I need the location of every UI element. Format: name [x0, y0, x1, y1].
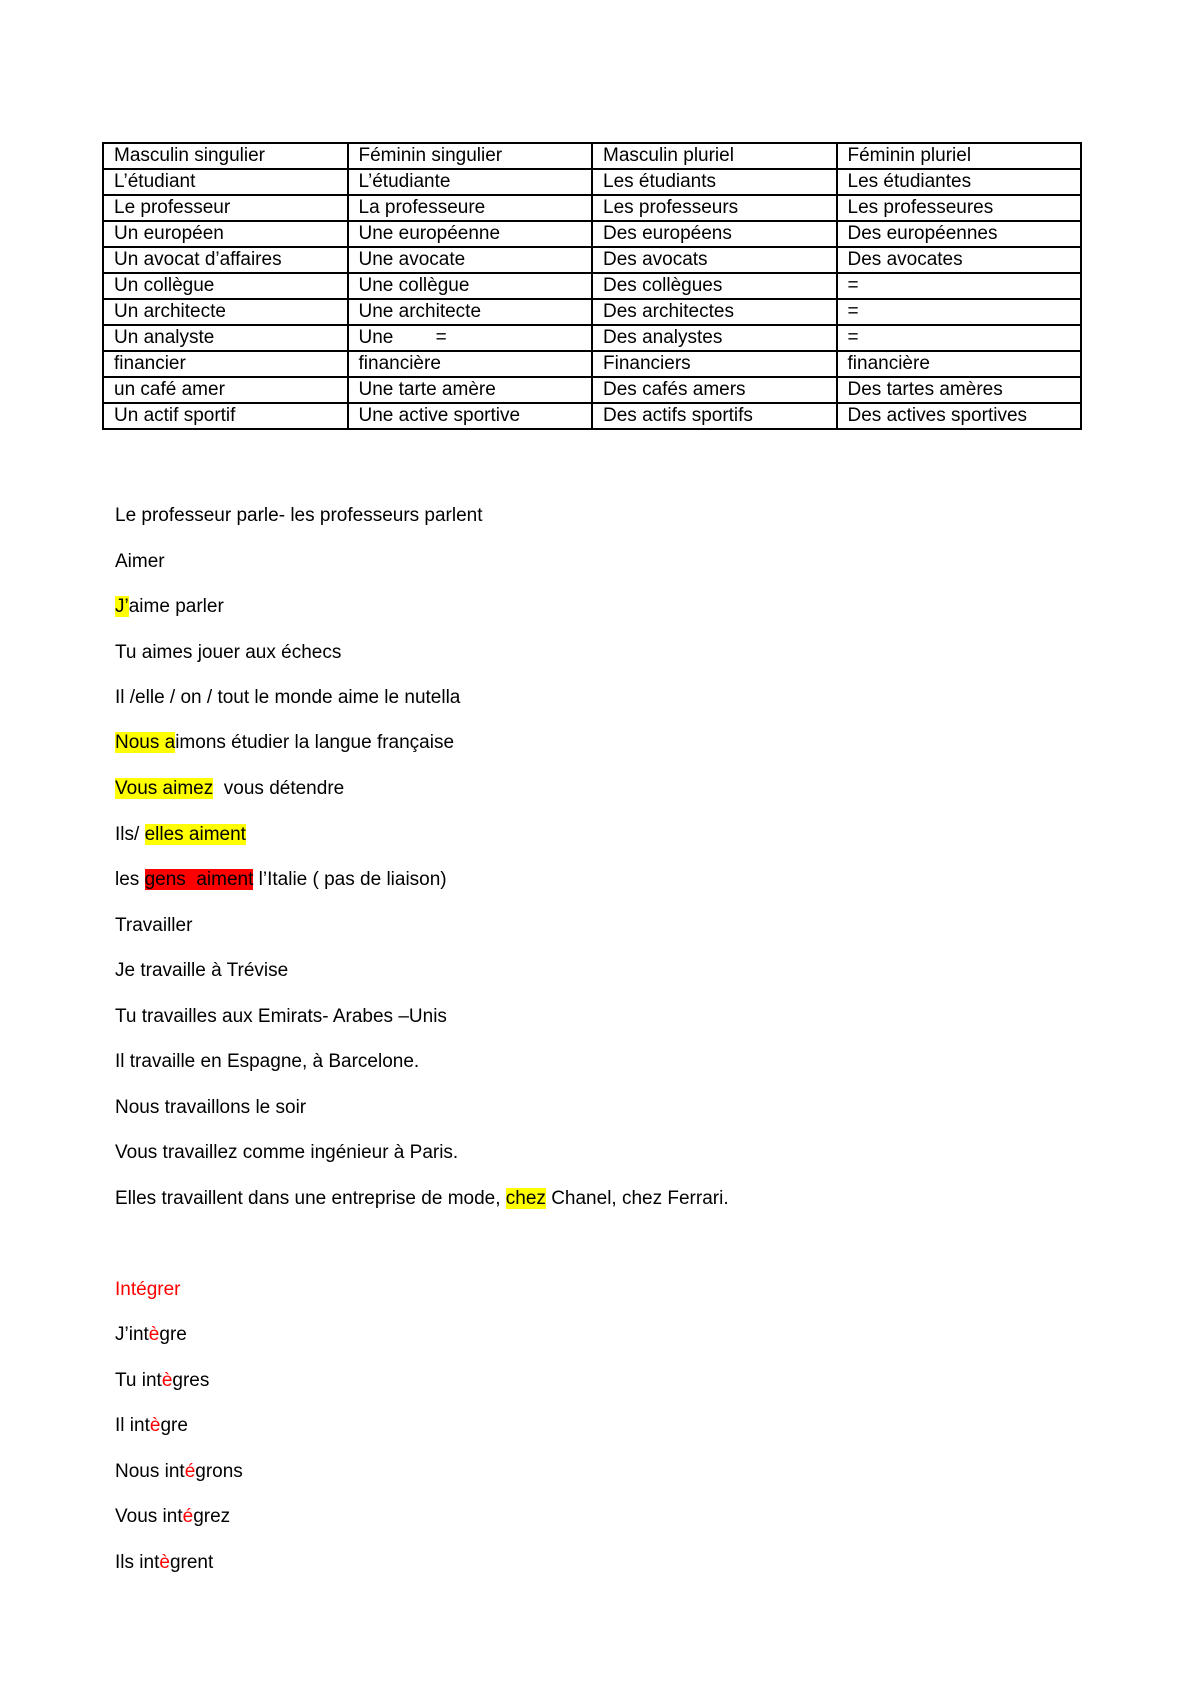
paragraph — [115, 685, 460, 711]
table-header-cell: Masculin pluriel — [592, 143, 837, 169]
table-cell: Un européen — [103, 221, 348, 247]
paragraph-text: Chanel, chez Ferrari. — [545, 1188, 729, 1209]
table-cell: Les étudiantes — [837, 169, 1082, 195]
paragraph-text: gre — [159, 1324, 187, 1345]
table-cell: financier — [103, 351, 348, 377]
paragraph-text: J’int — [115, 1324, 149, 1345]
paragraph-text: Tu int — [115, 1370, 162, 1391]
red-text: è — [149, 1415, 161, 1436]
table-row — [103, 247, 1081, 273]
table-row — [103, 169, 1081, 195]
paragraph-text: Je travaille à Trévise — [115, 960, 289, 981]
table-row — [103, 351, 1081, 377]
table-cell: Les étudiants — [592, 169, 837, 195]
table-row — [103, 377, 1081, 403]
paragraph-text: aime parler — [128, 596, 224, 617]
paragraph — [115, 1140, 458, 1166]
paragraph — [115, 1186, 729, 1212]
paragraph — [115, 1004, 447, 1030]
table-cell: Des collègues — [592, 273, 837, 299]
paragraph — [115, 913, 192, 939]
paragraph — [115, 1550, 213, 1576]
table-cell: un café amer — [103, 377, 348, 403]
table-cell: financière — [837, 351, 1082, 377]
table-row — [103, 195, 1081, 221]
highlighted-text: Vous aimez — [115, 778, 214, 799]
table-cell: = — [837, 273, 1082, 299]
paragraph-text: Il int — [115, 1415, 150, 1436]
table-header-cell: Féminin singulier — [348, 143, 593, 169]
table-cell: Une européenne — [348, 221, 593, 247]
red-highlighted-text: gens aiment — [144, 869, 254, 890]
paragraph — [115, 1459, 243, 1485]
table-header-cell: Féminin pluriel — [837, 143, 1082, 169]
paragraph — [115, 1322, 187, 1348]
table-cell: L’étudiante — [348, 169, 593, 195]
paragraph — [115, 1049, 419, 1075]
paragraph — [115, 730, 454, 756]
highlighted-text: J’ — [115, 596, 129, 617]
paragraph-text: Nous int — [115, 1461, 185, 1482]
paragraph-text: grent — [169, 1552, 214, 1573]
paragraph-text: vous détendre — [213, 778, 345, 799]
paragraph-text: grez — [193, 1506, 231, 1527]
table-cell: Une collègue — [348, 273, 593, 299]
table-cell: Des cafés amers — [592, 377, 837, 403]
paragraph-text: Tu travailles aux Emirats- Arabes –Unis — [115, 1006, 447, 1027]
red-text: é — [182, 1506, 194, 1527]
gender-number-table — [102, 142, 1082, 430]
paragraph — [115, 776, 344, 802]
paragraph-text: Ils int — [115, 1552, 160, 1573]
table-cell: Des européennes — [837, 221, 1082, 247]
paragraph — [115, 640, 341, 666]
paragraph-text: Vous int — [115, 1506, 183, 1527]
table-cell: Une architecte — [348, 299, 593, 325]
table-cell: = — [837, 325, 1082, 351]
table-row — [103, 273, 1081, 299]
paragraph — [115, 1504, 230, 1530]
table-cell: Une = — [348, 325, 593, 351]
table-cell: Des européens — [592, 221, 837, 247]
paragraph-text: grons — [195, 1461, 243, 1482]
table-cell: Des tartes amères — [837, 377, 1082, 403]
table-cell: Un actif sportif — [103, 403, 348, 429]
table-cell: Les professeures — [837, 195, 1082, 221]
table-cell: Le professeur — [103, 195, 348, 221]
paragraph-text: gre — [160, 1415, 188, 1436]
table-cell: Les professeurs — [592, 195, 837, 221]
table-cell: Un collègue — [103, 273, 348, 299]
red-text: è — [148, 1324, 160, 1345]
table-cell: Une active sportive — [348, 403, 593, 429]
table-row — [103, 221, 1081, 247]
red-text: é — [184, 1461, 196, 1482]
table-row — [103, 299, 1081, 325]
paragraph-text: Vous travaillez comme ingénieur à Paris. — [115, 1142, 459, 1163]
table-row — [103, 325, 1081, 351]
paragraph — [115, 1413, 188, 1439]
table-cell: Un avocat d’affaires — [103, 247, 348, 273]
table-cell: Une tarte amère — [348, 377, 593, 403]
paragraph — [115, 958, 288, 984]
table-cell: L’étudiant — [103, 169, 348, 195]
table-cell: Des actifs sportifs — [592, 403, 837, 429]
verb-heading: Travailler — [115, 915, 193, 936]
paragraph — [115, 503, 483, 529]
table-cell: financière — [348, 351, 593, 377]
table-cell: Financiers — [592, 351, 837, 377]
table-cell: Une avocate — [348, 247, 593, 273]
table-row — [103, 403, 1081, 429]
table-cell: Un architecte — [103, 299, 348, 325]
paragraph — [115, 594, 224, 620]
paragraph-text: Ils/ — [115, 824, 145, 845]
paragraph — [115, 1368, 209, 1394]
highlighted-text: chez — [505, 1188, 546, 1209]
red-text: è — [161, 1370, 173, 1391]
paragraph-text: les — [115, 869, 145, 890]
paragraph-text: Il /elle / on / tout le monde aime le nutella — [115, 687, 461, 708]
paragraph-text: Il travaille en Espagne, à Barcelone. — [115, 1051, 420, 1072]
paragraph-text: Elles travaillent dans une entreprise de mode, — [115, 1188, 506, 1209]
table-header-row — [103, 143, 1081, 169]
paragraph — [115, 822, 246, 848]
red-text: è — [159, 1552, 170, 1573]
verb-heading: Aimer — [115, 551, 165, 572]
table-cell: Des avocats — [592, 247, 837, 273]
paragraph-text: Nous travaillons le soir — [115, 1097, 307, 1118]
red-text: tégrer — [130, 1279, 181, 1300]
table-header-cell: Masculin singulier — [103, 143, 348, 169]
paragraph — [115, 549, 165, 575]
paragraph-text: gres — [172, 1370, 210, 1391]
verb-heading: In — [115, 1279, 131, 1300]
highlighted-text: Nous a — [115, 732, 176, 753]
table-cell: Un analyste — [103, 325, 348, 351]
paragraph-text: Le professeur parle- les professeurs parlent — [115, 505, 483, 526]
table-cell: Des analystes — [592, 325, 837, 351]
highlighted-text: elles aiment — [144, 824, 246, 845]
paragraph — [115, 1095, 306, 1121]
table-cell: Des actives sportives — [837, 403, 1082, 429]
paragraph-text: l’Italie ( pas de liaison) — [253, 869, 447, 890]
paragraph-text: imons étudier la langue française — [175, 732, 455, 753]
table-cell: Des architectes — [592, 299, 837, 325]
paragraph — [115, 1277, 181, 1303]
paragraph — [115, 867, 447, 893]
table-cell: La professeure — [348, 195, 593, 221]
table-cell: Des avocates — [837, 247, 1082, 273]
paragraph-text: Tu aimes jouer aux échecs — [115, 642, 342, 663]
table-cell: = — [837, 299, 1082, 325]
